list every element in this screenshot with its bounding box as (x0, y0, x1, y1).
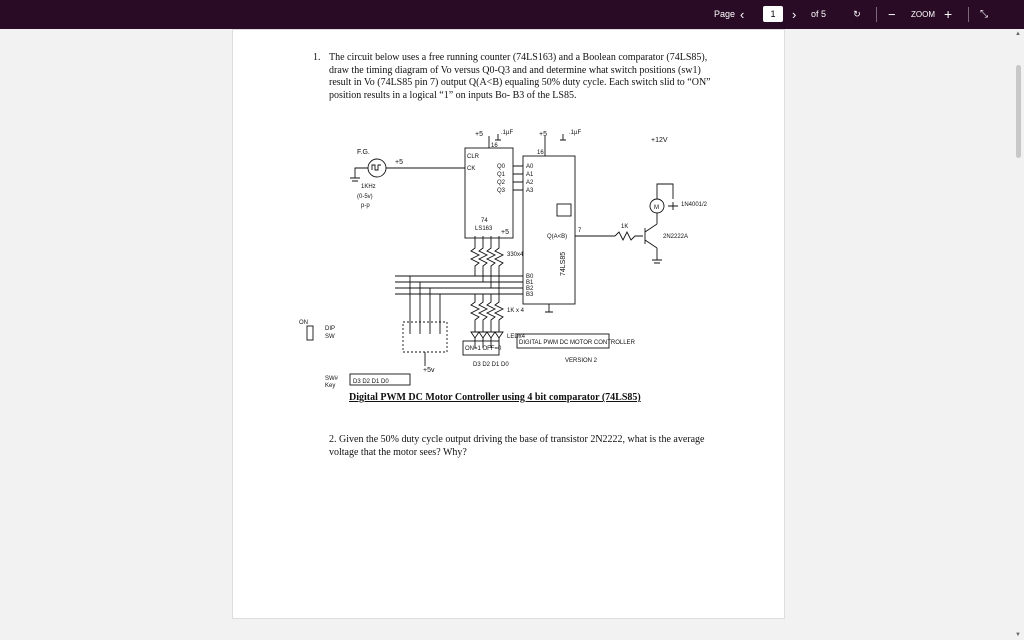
pin-label: 16 (537, 150, 544, 156)
switch-key-label: Key (325, 383, 336, 389)
b3-label: B3 (526, 292, 534, 298)
page-count-label: of 5 (811, 9, 827, 19)
a2-label: A2 (526, 180, 534, 186)
question-2-text: 2. Given the 50% duty cycle output driving the base of transistor 2N2222, what is the average voltage that the motor sees? Why? (329, 434, 705, 458)
emitter-ground-icon (652, 248, 662, 263)
ic1-part: LS163 (475, 226, 493, 232)
zoom-label: ZOOM (911, 10, 935, 19)
fg-frequency: 1KHz (361, 184, 376, 190)
switch-legend: ON=1 OFF=0 (465, 346, 502, 352)
resistor-1k-icon (615, 232, 643, 240)
motor-label: M (654, 205, 659, 211)
rotate-icon[interactable]: ↻ (853, 9, 861, 19)
comparator-ground-icon (545, 304, 553, 312)
toolbar-divider (876, 7, 877, 22)
circuit-caption: Digital PWM DC Motor Controller using 4 bit comparator (74LS85) (349, 392, 641, 403)
a0-label: A0 (526, 164, 534, 170)
circuit-schematic (295, 126, 708, 392)
transistor-label: 2N2222A (663, 234, 689, 240)
capacitor-label: .1µF (569, 130, 582, 136)
vertical-scrollbar[interactable] (1013, 29, 1024, 640)
resistor-1k-array-icon (487, 294, 495, 332)
b2-label: B2 (526, 286, 534, 292)
supply-label: +5 (395, 159, 403, 166)
document-page (232, 29, 785, 619)
viewer-toolbar (0, 0, 1024, 29)
motor-wire (657, 184, 673, 224)
qab-label: Q(A<B) (547, 234, 568, 240)
ground-icon (350, 178, 360, 181)
b1-label: B1 (526, 280, 534, 286)
resistor-1k-label: 1K (621, 224, 629, 230)
resistor-330-label: 330x4 (507, 252, 524, 258)
toolbar-divider (968, 7, 969, 22)
pin-label: 16 (491, 143, 498, 149)
led-icon (471, 332, 503, 338)
square-wave-icon (372, 165, 381, 170)
ic2-part: 74LS85 (560, 251, 567, 276)
controller-note: DIGITAL PWM DC MOTOR CONTROLLER (519, 340, 635, 346)
resistor-1k-array-icon (495, 294, 503, 332)
supply-label: +5 (475, 131, 483, 138)
resistor-1k-array-icon (479, 294, 487, 332)
zoom-out-button[interactable]: − (888, 7, 896, 22)
fg-amplitude: (0-5v) (357, 194, 373, 200)
page-number-input[interactable]: 1 (763, 6, 783, 22)
collapse-icon[interactable]: ⤡ (980, 9, 988, 20)
b0-label: B0 (526, 274, 534, 280)
b-input-bus (395, 276, 523, 294)
dip-label: SW (325, 334, 335, 340)
resistor-330-icon (487, 236, 495, 288)
ck-label: CK (467, 166, 476, 172)
on-label: ON (299, 320, 308, 326)
q3-label: Q3 (497, 188, 506, 194)
scroll-down-icon[interactable]: ▼ (1015, 632, 1021, 638)
supply-label: +5 (501, 229, 509, 236)
q0-label: Q0 (497, 164, 506, 170)
led-array-label: LEDx4 (507, 334, 526, 340)
clr-label: CLR (467, 154, 480, 160)
question-number: 1. (313, 52, 321, 63)
ic1-name: 74 (481, 218, 488, 224)
document-viewer (0, 29, 1024, 640)
switch-key-icon (307, 326, 313, 340)
zoom-in-button[interactable]: + (944, 6, 953, 22)
function-generator-symbol (368, 159, 386, 177)
fg-pp: p-p (361, 203, 370, 209)
previous-page-button[interactable]: ‹ (740, 7, 745, 22)
transistor-icon (645, 224, 657, 248)
resistor-330-icon (479, 236, 487, 282)
resistor-1k-array-label: 1K x 4 (507, 308, 525, 314)
resistor-1k-array-icon (471, 294, 479, 332)
pin-7-label: 7 (578, 228, 582, 234)
scroll-thumb[interactable] (1016, 65, 1021, 158)
capacitor-label: .1µF (501, 130, 514, 136)
scroll-up-icon[interactable]: ▲ (1015, 31, 1021, 37)
question-1-text: The circuit below uses a free running counter (74LS163) and a Boolean comparator (74LS85), draw the timing diagram of Vo versus Q0-Q3 and and determine what switch positions (sw1) result in Vo (74LS85 pin 7) output Q(A<B) equaling 50% duty cycle. Each switch slid to “ON” position results in a logical “1” on inputs Bo- B3 of the LS85. (329, 52, 711, 101)
ic-74ls163-body (465, 148, 513, 238)
a1-label: A1 (526, 172, 534, 178)
q1-label: Q1 (497, 172, 506, 178)
supply-12v-label: +12V (651, 137, 668, 144)
switch-bits: D3 D2 D1 D0 (353, 379, 389, 385)
q-to-a-wires (513, 166, 523, 190)
version-label: VERSION 2 (565, 358, 598, 364)
supply-label: +5v (423, 367, 435, 374)
q2-label: Q2 (497, 180, 506, 186)
led-bit-labels: D3 D2 D1 D0 (473, 362, 509, 368)
diode-icon (668, 202, 678, 210)
dip-label: DIP (325, 326, 336, 332)
resistor-330-icon (471, 236, 479, 276)
vo-box (557, 204, 571, 216)
fg-label: F.G. (357, 149, 370, 156)
diode-label: 1N4001/2 (681, 202, 708, 208)
resistor-330-icon (495, 236, 503, 294)
a3-label: A3 (526, 188, 534, 194)
ground-wire (355, 168, 368, 178)
switch-key-label: SW# (325, 376, 339, 382)
page-label: Page (714, 9, 736, 19)
dip-switch-lines (410, 276, 440, 334)
next-page-button[interactable]: › (792, 7, 797, 22)
supply-label: +5 (539, 131, 547, 138)
